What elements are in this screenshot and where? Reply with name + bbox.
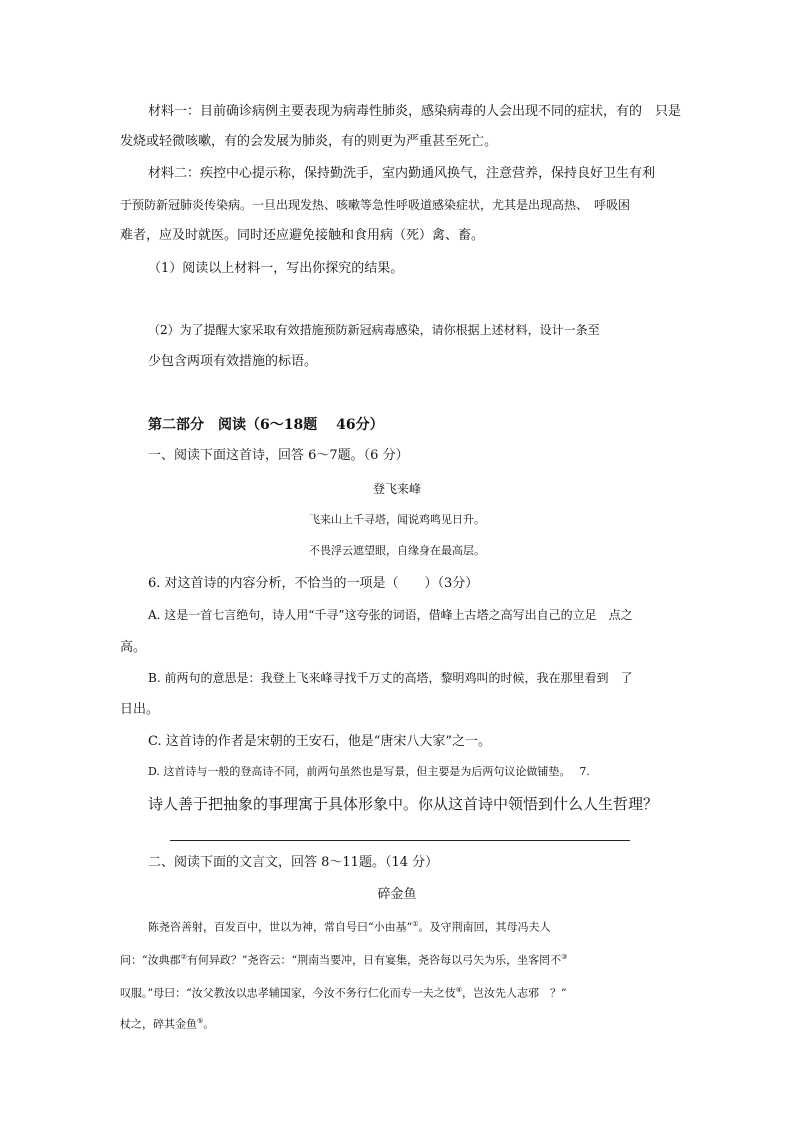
option-b-line-1: B. 前两句的意思是：我登上飞来峰寻找千万丈的高塔，黎明鸡叫的时候，我在那里看到 了	[148, 671, 633, 685]
section-2-title: 二、阅读下面的文言文，回答 8～11题。（14 分）	[148, 855, 439, 870]
option-b-line-2: 日出。	[120, 702, 160, 717]
question-1: （1）阅读以上材料一，写出你探究的结果。	[148, 261, 404, 276]
poem-title: 登飞来峰	[372, 482, 421, 496]
section-1-title: 一、阅读下面这首诗，回答 6～7题。（6 分）	[148, 448, 409, 463]
material-2-line-2: 于预防新冠肺炎传染病。一旦出现发热、咳嗽等急性呼吸道感染症状，尤其是出现高热、 呼吸困	[120, 198, 631, 212]
material-1-line-2: 发烧或轻微咳嗽，有的会发展为肺炎，有的则更为严重甚至死亡。	[120, 134, 498, 149]
question-2-line-1: （2）为了提醒大家采取有效措施预防新冠病毒感染，请你根据上述材料，设计一条至	[148, 323, 600, 337]
classical-text-line-4: 杖之，碎其金鱼⑤。	[120, 1017, 215, 1031]
footnote-4-marker: ④	[455, 986, 463, 994]
classical-text-title: 碎金鱼	[377, 887, 417, 902]
option-a-line-1: A. 这是一首七言绝句，诗人用“千寻”这夸张的词语，借峰上古塔之高写出自己的立足 点之	[148, 608, 633, 622]
footnote-1-marker: ①	[412, 920, 419, 928]
option-c: C. 这首诗的作者是宋朝的王安石，他是“唐宋八大家”之一。	[148, 734, 492, 749]
material-2-line-3: 难者，应及时就医。同时还应避免接触和食用病（死）禽、畜。	[120, 228, 485, 243]
option-a-line-2: 高。	[120, 640, 147, 655]
classical-text-line-1: 陈尧咨善射，百发百中，世以为神，常自号曰“小由基”①。及守荆南回，其母冯夫人	[148, 920, 551, 934]
answer-line	[170, 840, 630, 841]
question-7: 诗人善于把抽象的事理寓于具体形象中。你从这首诗中领悟到什么人生哲理？	[148, 795, 659, 813]
material-2-line-1: 材料二：疾控中心提示称，保持勤洗手，室内勤通风换气，注意营养，保持良好卫生有利	[148, 166, 656, 181]
question-2-line-2: 少包含两项有效措施的标语。	[148, 354, 318, 369]
footnote-3-marker: ③	[561, 953, 568, 961]
classical-text-line-3: 叹服。”母曰：“汝父教汝以忠孝辅国家，今汝不务行仁化而专一夫之伎④，岂汝先人志邪 ？”	[120, 986, 567, 1000]
material-1-line-1: 材料一：目前确诊病例主要表现为病毒性肺炎，感染病毒的人会出现不同的症状，有的 只是	[148, 104, 682, 119]
classical-text-line-2: 问：“汝典郡②有何异政？”尧咨云：“荆南当要冲，日有宴集，尧咨每以弓矢为乐，坐客罔不③	[120, 953, 568, 967]
option-d: D. 这首诗与一般的登高诗不同，前两句虽然也是写景，但主要是为后两句议论做铺垫。 7.	[148, 765, 590, 778]
poem-line-2: 不畏浮云遮望眼，自缘身在最高层。	[309, 544, 485, 557]
part-2-heading: 第二部分 阅读（6～18题 46分）	[148, 417, 384, 433]
poem-line-1: 飞来山上千寻塔，闻说鸡鸣见日升。	[309, 513, 485, 526]
footnote-2-marker: ②	[180, 953, 187, 961]
footnote-5-marker: ⑤	[197, 1017, 204, 1025]
question-6: 6. 对这首诗的内容分析，不恰当的一项是（ ）（3分）	[148, 576, 479, 591]
